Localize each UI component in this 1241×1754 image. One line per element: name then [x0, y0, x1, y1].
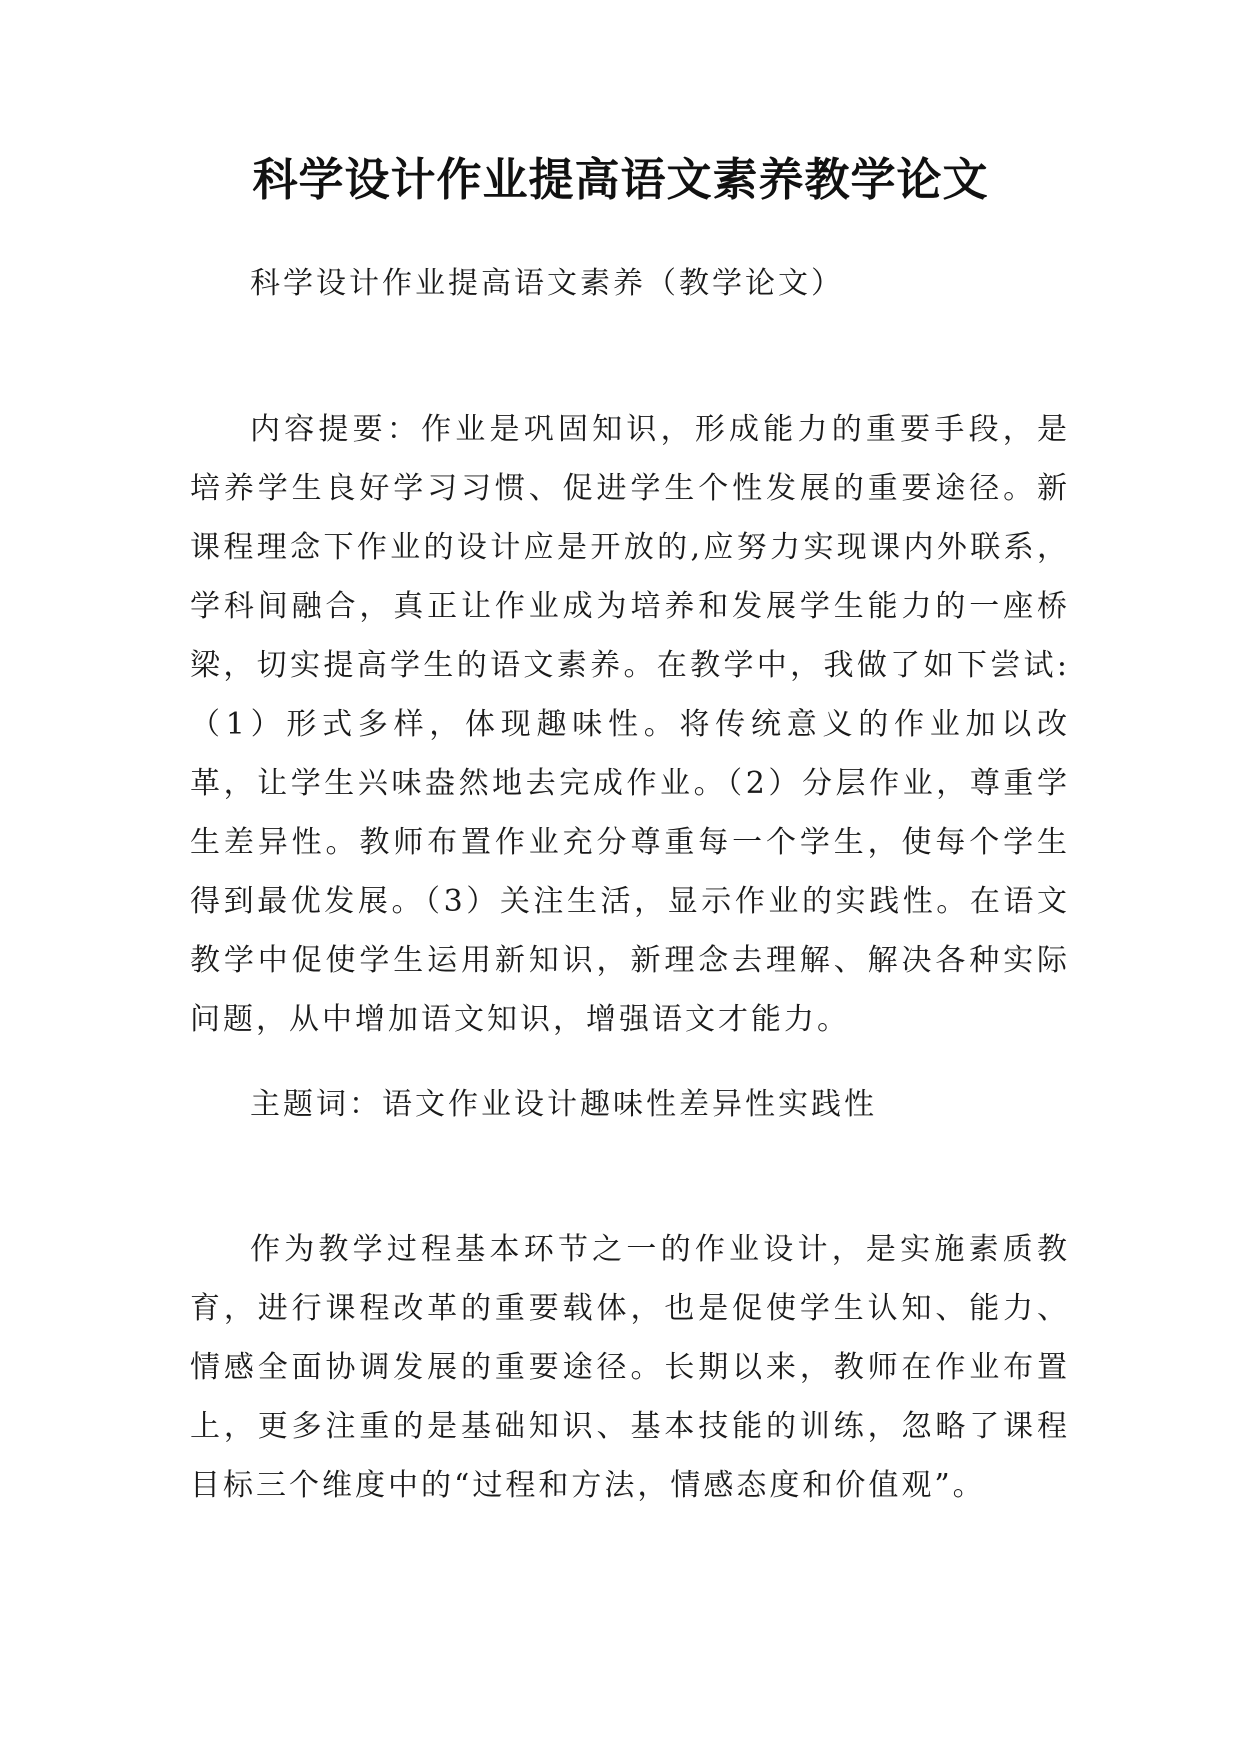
intro-paragraph: 作为教学过程基本环节之一的作业设计，是实施素质教育，进行课程改革的重要载体，也是促使学生认知、能力、情感全面协调发展的重要途径。长期以来，教师在作业布置上，更多注重的是基础知识、基本技能的训练，忽略了课程目标三个维度中的“过程和方法，情感态度和价值观”。 — [190, 1232, 1070, 1503]
keywords-paragraph: 主题词：语文作业设计趣味性差异性实践性 — [250, 1087, 877, 1122]
document-title: 科学设计作业提高语文素养教学论文 — [252, 153, 989, 206]
document-subtitle: 科学设计作业提高语文素养（教学论文） — [250, 266, 844, 301]
abstract-paragraph: 内容提要：作业是巩固知识，形成能力的重要手段，是培养学生良好学习习惯、促进学生个性发展的重要途径。新课程理念下作业的设计应是开放的,应努力实现课内外联系，学科间融合，真正让作业成为培养和发展学生能力的一座桥梁，切实提高学生的语文素养。在教学中，我做了如下尝试:（1）形式多样，体现趣味性。将传统意义的作业加以改革，让学生兴味盎然地去完成作业。（2）分层作业，尊重学生差异性。教师布置作业充分尊重每一个学生，使每个学生得到最优发展。（3）关注生活，显示作业的实践性。在语文教学中促使学生运用新知识，新理念去理解、解决各种实际问题，从中增加语文知识，增强语文才能力。 — [190, 412, 1070, 1037]
